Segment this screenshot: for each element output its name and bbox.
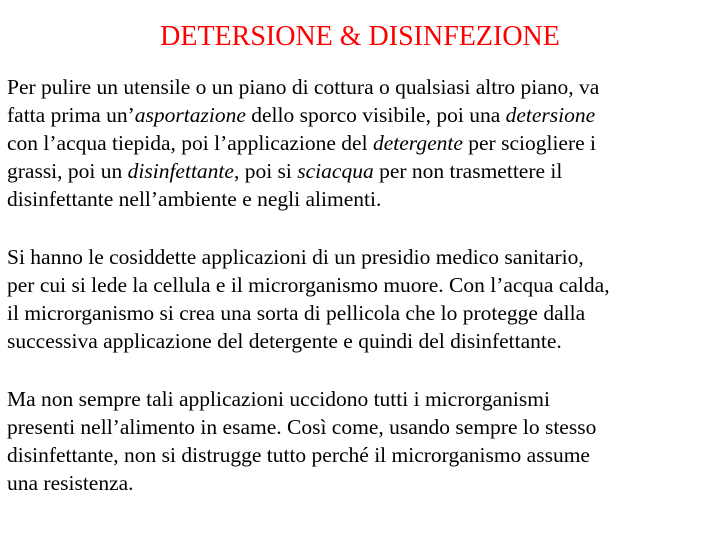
text-run: il microrganismo si crea una sorta di pellicola che lo protegge dalla bbox=[7, 301, 586, 325]
paragraph-1 bbox=[7, 73, 713, 213]
paragraph-line bbox=[7, 271, 713, 299]
paragraph-line bbox=[7, 441, 713, 469]
paragraph-line bbox=[7, 469, 713, 497]
text-run: per non trasmettere il bbox=[373, 159, 563, 183]
text-run: disinfettante nell’ambiente e negli alimenti. bbox=[7, 187, 382, 211]
paragraph-line bbox=[7, 299, 713, 327]
slide-title: DETERSIONE & DISINFEZIONE bbox=[160, 21, 560, 52]
text-run: per cui si lede la cellula e il microrganismo muore. Con l’acqua calda, bbox=[7, 273, 610, 297]
italic-term: asportazione bbox=[134, 103, 246, 127]
slide-body bbox=[7, 73, 713, 527]
text-run: disinfettante, non si distrugge tutto perché il microrganismo assume bbox=[7, 443, 590, 467]
text-run: con l’acqua tiepida, poi l’applicazione del bbox=[7, 131, 373, 155]
text-run: fatta prima un’ bbox=[7, 103, 135, 127]
paragraph-line bbox=[7, 385, 713, 413]
text-run: per sciogliere i bbox=[462, 131, 597, 155]
text-run: dello sporco visibile, poi una bbox=[245, 103, 506, 127]
text-run: grassi, poi un bbox=[7, 159, 128, 183]
italic-term: detergente bbox=[372, 131, 463, 155]
paragraph-line bbox=[7, 243, 713, 271]
paragraph-line bbox=[7, 327, 713, 355]
text-run: successiva applicazione del detergente e quindi del disinfettante. bbox=[7, 329, 562, 353]
italic-term: sciacqua bbox=[297, 159, 374, 183]
text-run: , poi si bbox=[233, 159, 298, 183]
paragraph-line bbox=[7, 101, 713, 129]
paragraph-line bbox=[7, 157, 713, 185]
paragraph-line bbox=[7, 73, 713, 101]
paragraph-2 bbox=[7, 243, 713, 355]
text-run: Per pulire un utensile o un piano di cottura o qualsiasi altro piano, va bbox=[7, 75, 600, 99]
text-run: una resistenza. bbox=[7, 471, 134, 495]
paragraph-line bbox=[7, 413, 713, 441]
paragraph-line bbox=[7, 129, 713, 157]
text-run: Ma non sempre tali applicazioni uccidono tutti i microrganismi bbox=[7, 387, 550, 411]
paragraph-line bbox=[7, 185, 713, 213]
text-run: Si hanno le cosiddette applicazioni di un presidio medico sanitario, bbox=[7, 245, 584, 269]
italic-term: disinfettante bbox=[127, 159, 234, 183]
text-run: presenti nell’alimento in esame. Così come, usando sempre lo stesso bbox=[7, 415, 597, 439]
italic-term: detersione bbox=[505, 103, 596, 127]
paragraph-3 bbox=[7, 385, 713, 497]
